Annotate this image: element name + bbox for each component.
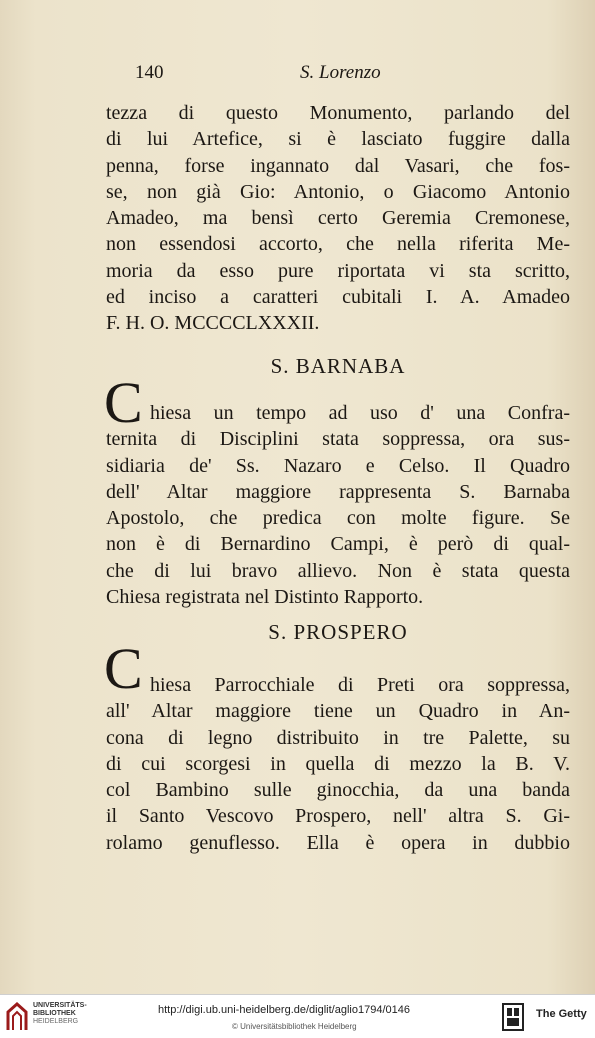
text-line: hiesa Parrocchiale di Preti ora soppressa, (150, 674, 570, 696)
running-title: S. Lorenzo (300, 62, 381, 83)
paragraph-prospero (106, 672, 570, 856)
text-line: cona di legno distribuito in tre Palette, su (106, 726, 570, 749)
copyright-notice: © Universitätsbibliothek Heidelberg (232, 1022, 357, 1031)
drop-capital: C (104, 370, 143, 435)
page-header (135, 62, 405, 90)
text-line: F. H. O. MCCCCLXXXII. (106, 312, 320, 335)
library-name[interactable]: UNIVERSITÄTS- BIBLIOTHEK HEIDELBERG (33, 1002, 87, 1025)
paragraph-continuation (106, 100, 570, 337)
text-line: ed inciso a caratteri cubitali I. A. Amadeo (106, 286, 570, 309)
text-line: Amadeo, ma bensì certo Geremia Cremonese, (106, 207, 570, 230)
page-number: 140 (135, 62, 164, 83)
text-line: penna, forse ingannato dal Vasari, che fos- (106, 154, 570, 177)
text-line: dell' Altar maggiore rappresenta S. Barnaba (106, 480, 570, 503)
text-line: col Bambino sulle ginocchia, da una banda (106, 779, 570, 802)
text-line: non è di Bernardino Campi, è però di qual- (106, 533, 570, 556)
text-line: rolamo genuflesso. Ella è opera in dubbio (106, 831, 570, 854)
text-line: di lui Artefice, si è lasciato fuggire dalla (106, 128, 570, 151)
section-heading-prospero: S. PROSPERO (268, 620, 408, 644)
text-line: il Santo Vescovo Prospero, nell' altra S. Gi- (106, 805, 570, 828)
text-line: di cui scorgesi in quella di mezzo la B. V. (106, 752, 570, 775)
text-line: se, non già Gio: Antonio, o Giacomo Antonio (106, 180, 570, 203)
drop-capital: C (104, 636, 143, 701)
text-line: tezza di questo Monumento, parlando del (106, 102, 570, 124)
text-line: Apostolo, che predica con molte figure. Se (106, 507, 570, 530)
text-line: Chiesa registrata nel Distinto Rapporto. (106, 586, 424, 609)
library-logo-icon (6, 1002, 28, 1032)
paragraph-barnaba (106, 400, 570, 610)
text-line: moria da esso pure riportata vi sta scritto, (106, 259, 570, 282)
getty-logo-icon (502, 1003, 524, 1031)
text-line: all' Altar maggiore tiene un Quadro in An- (106, 700, 570, 723)
partner-name[interactable]: The Getty (536, 1008, 587, 1020)
section-heading-barnaba: S. BARNABA (270, 354, 406, 378)
text-line: ternita di Disciplini stata soppressa, ora sus- (106, 428, 570, 451)
permalink-url[interactable]: http://digi.ub.uni-heidelberg.de/diglit/aglio1794/0146 (158, 1004, 410, 1016)
text-line: hiesa un tempo ad uso d' una Confra- (150, 402, 570, 424)
text-line: non essendosi accorto, che nella riferita Me- (106, 233, 570, 256)
viewer-footer (0, 994, 595, 1038)
text-line: che di lui bravo allievo. Non è stata questa (106, 559, 570, 582)
text-line: sidiaria de' Ss. Nazaro e Celso. Il Quadro (106, 454, 570, 477)
